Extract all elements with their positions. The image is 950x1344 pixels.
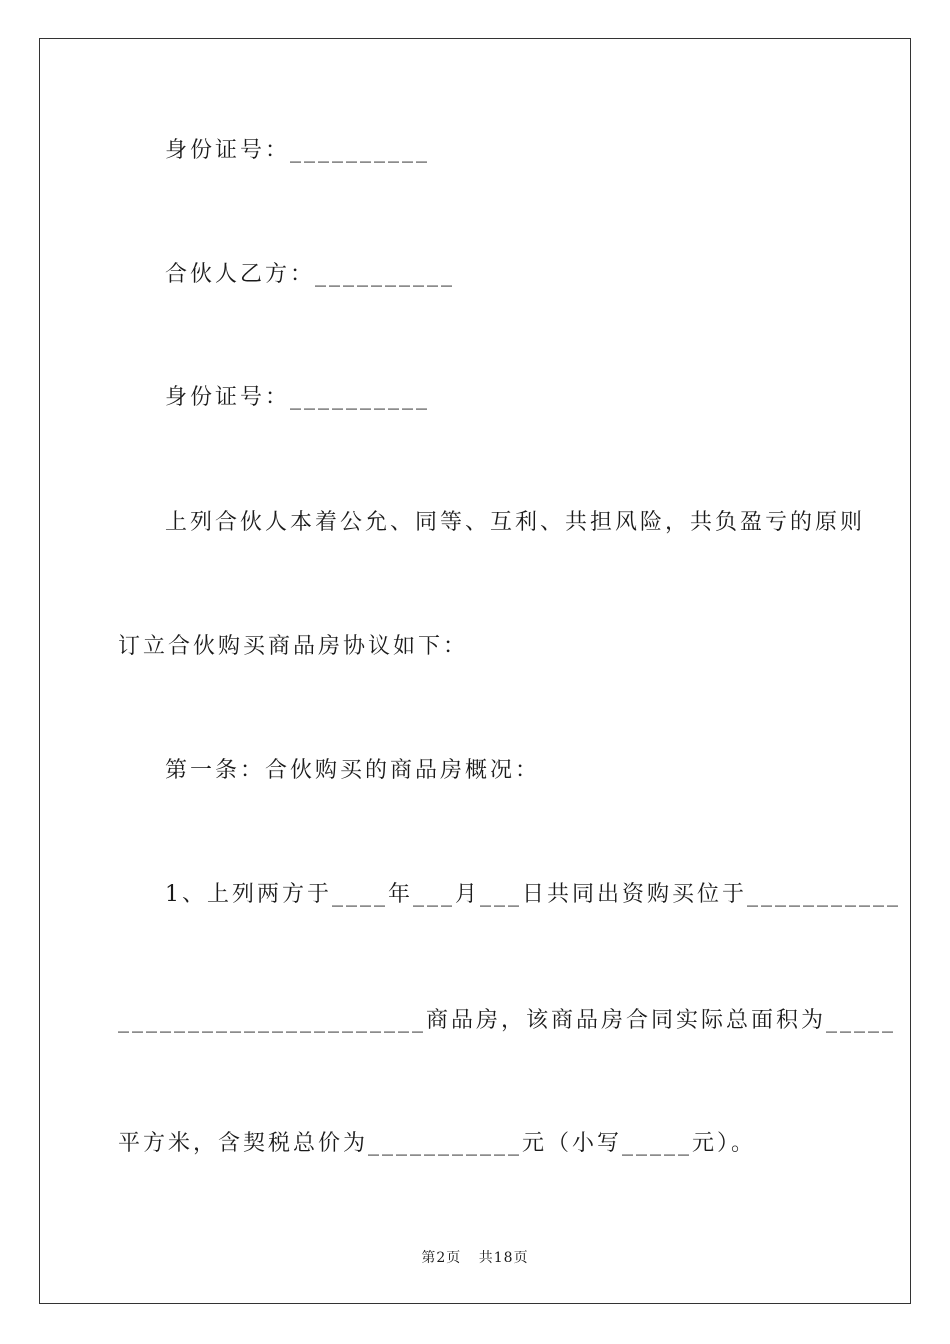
clause-one-line-1: 1、上列两方于____年___月___日共同出资购买位于___________ xyxy=(165,882,901,907)
id-number-line-2: 身份证号：__________ xyxy=(165,385,431,410)
page-footer xyxy=(0,1248,950,1268)
page-current-number: 第2页 xyxy=(421,1250,462,1266)
clause-one-line-3: 平方米，含契税总价为___________元（小写_____元）。 xyxy=(118,1131,757,1156)
clause-one-line-2: ______________________商品房，该商品房合同实际总面积为_____ xyxy=(118,1008,897,1033)
page-frame xyxy=(39,38,911,1304)
principle-paragraph-line-2: 订立合伙购买商品房协议如下： xyxy=(118,634,469,659)
principle-paragraph-line-1: 上列合伙人本着公允、同等、互利、共担风险，共负盈亏的原则 xyxy=(165,510,866,535)
page-total-count: 共18页 xyxy=(478,1250,529,1266)
partner-b-line: 合伙人乙方：__________ xyxy=(165,262,456,287)
id-number-line-1: 身份证号：__________ xyxy=(165,138,431,163)
article-one-heading: 第一条：合伙购买的商品房概况： xyxy=(165,758,541,783)
